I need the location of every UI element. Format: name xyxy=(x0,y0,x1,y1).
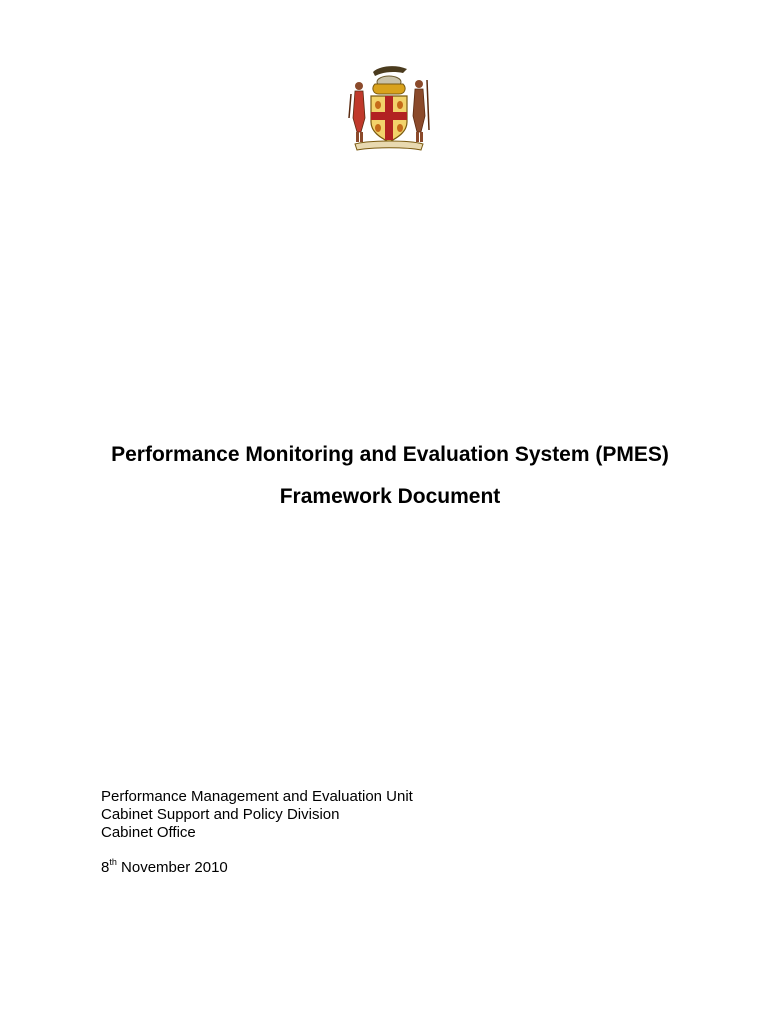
document-date xyxy=(101,859,228,877)
date-day: 8 xyxy=(101,859,110,876)
division-name: Cabinet Support and Policy Division xyxy=(101,806,340,823)
date-month-year: November 2010 xyxy=(116,859,228,876)
coat-of-arms-icon xyxy=(345,60,433,152)
office-name: Cabinet Office xyxy=(101,824,196,841)
document-subtitle: Framework Document xyxy=(279,485,501,508)
date-ordinal-suffix: th xyxy=(109,857,117,867)
document-title: Performance Monitoring and Evaluation System (PMES) xyxy=(111,443,669,466)
organization-block xyxy=(101,788,413,842)
unit-name: Performance Management and Evaluation Unit xyxy=(101,788,413,805)
